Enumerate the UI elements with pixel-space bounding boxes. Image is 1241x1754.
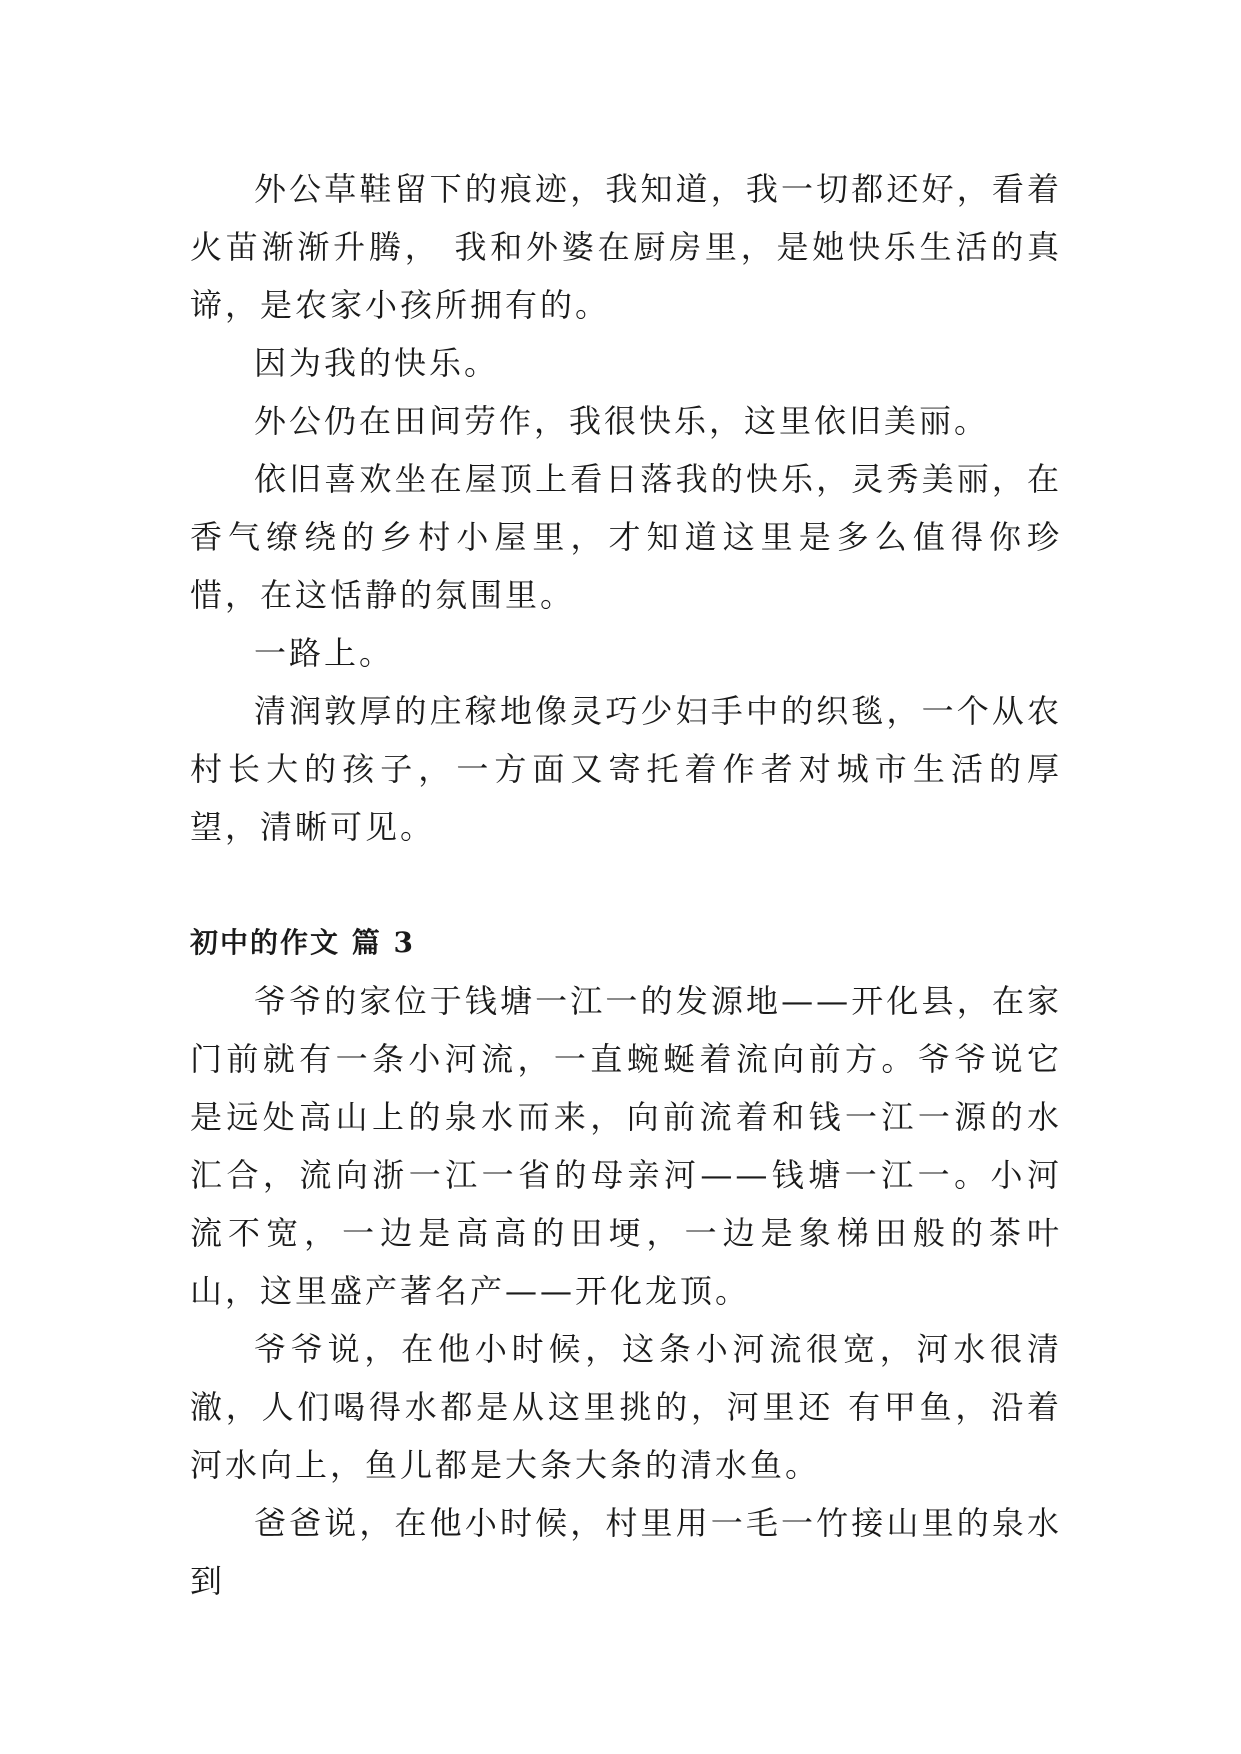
paragraph: 爷爷说，在他小时候，这条小河流很宽，河水很清澈，人们喝得水都是从这里挑的，河里还 有甲鱼，沿着河水向上，鱼儿都是大条大条的清水鱼。 xyxy=(190,1330,1062,1484)
paragraph: 外公草鞋留下的痕迹，我知道，我一切都还好，看着火苗渐渐升腾， 我和外婆在厨房里，是她快乐生活的真谛，是农家小孩所拥有的。 xyxy=(190,170,1062,324)
paragraph: 因为我的快乐。 xyxy=(254,344,500,382)
paragraph: 爸爸说，在他小时候，村里用一毛一竹接山里的泉水到 xyxy=(190,1504,1062,1600)
paragraph: 外公仍在田间劳作，我很快乐，这里依旧美丽。 xyxy=(254,402,990,440)
paragraph: 一路上。 xyxy=(254,634,395,672)
paragraph: 爷爷的家位于钱塘一江一的发源地——开化县，在家门前就有一条小河流，一直蜿蜒着流向前方。爷爷说它是远处高山上的泉水而来，向前流着和钱一江一源的水汇合，流向浙一江一省的母亲河——钱塘一江一。小河流不宽，一边是高高的田埂，一边是象梯田般的茶叶山，这里盛产著名产——开化龙顶。 xyxy=(190,982,1062,1310)
paragraph: 清润敦厚的庄稼地像灵巧少妇手中的织毯，一个从农村长大的孩子，一方面又寄托着作者对城市生活的厚望，清晰可见。 xyxy=(190,692,1062,846)
section-spacer xyxy=(190,856,1062,914)
section-heading: 初中的作文 篇 3 xyxy=(190,926,415,959)
document-page xyxy=(190,160,1062,1610)
paragraph: 依旧喜欢坐在屋顶上看日落我的快乐，灵秀美丽，在香气缭绕的乡村小屋里，才知道这里是多么值得你珍惜，在这恬静的氛围里。 xyxy=(190,460,1062,614)
